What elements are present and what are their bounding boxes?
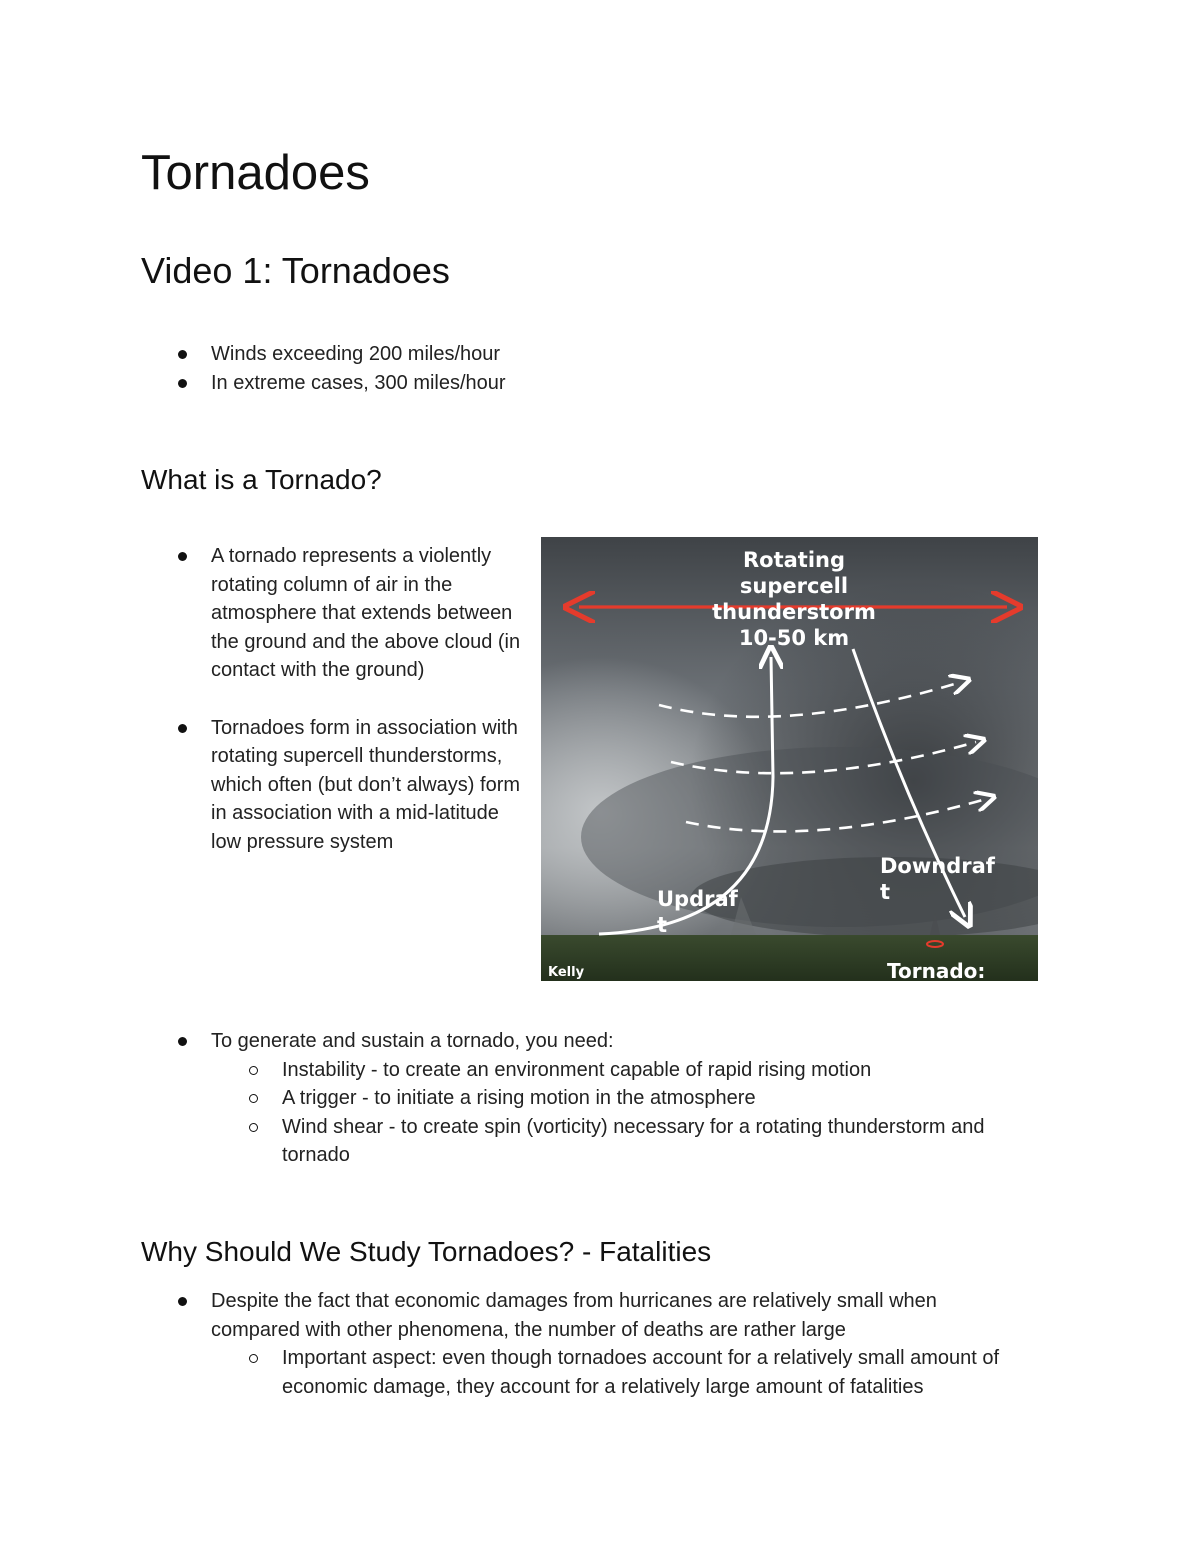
supercell-diagram xyxy=(541,537,1038,981)
list-item: Wind shear - to create spin (vorticity) necessary for a rotating thunderstorm and tornado xyxy=(141,1113,1051,1170)
image-credit: Kelly xyxy=(548,965,585,980)
video-bullet-list xyxy=(141,340,1041,397)
what-bullet-list xyxy=(141,542,531,857)
updraft-label: Updraf xyxy=(657,887,738,911)
video-heading: Video 1: Tornadoes xyxy=(141,250,450,291)
list-item: A tornado represents a violently rotating column of air in the atmosphere that extends between the ground and the above cloud (in contact with the ground) xyxy=(141,542,531,685)
list-item: A trigger - to initiate a rising motion in the atmosphere xyxy=(141,1084,1051,1113)
why-list xyxy=(141,1287,1011,1344)
list-item: In extreme cases, 300 miles/hour xyxy=(141,369,1041,398)
downdraft-label: t xyxy=(880,880,891,904)
list-item: Tornadoes form in association with rotating supercell thunderstorms, which often (but don’t always) form in association with a mid-latitude low pressure system xyxy=(141,714,531,857)
what-heading: What is a Tornado? xyxy=(141,464,382,495)
list-item: Important aspect: even though tornadoes account for a relatively small amount of economic damage, they account for a relatively large amount of fatalities xyxy=(141,1344,1061,1401)
storm-label-line: supercell xyxy=(739,574,849,598)
list-item: To generate and sustain a tornado, you need: xyxy=(141,1027,1061,1056)
storm-label-line: thunderstorm xyxy=(712,600,876,624)
supercell-diagram-figure xyxy=(541,537,1038,981)
storm-label-line: Rotating xyxy=(742,548,846,572)
page-title: Tornadoes xyxy=(141,146,370,200)
why-heading: Why Should We Study Tornadoes? - Fatalities xyxy=(141,1236,712,1267)
storm-label-line: 10-50 km xyxy=(738,626,850,650)
list-item: Instability - to create an environment capable of rapid rising motion xyxy=(141,1056,1051,1085)
list-item: Winds exceeding 200 miles/hour xyxy=(141,340,1041,369)
generate-list xyxy=(141,1027,1061,1056)
downdraft-label: Downdraf xyxy=(880,854,995,878)
list-item: Despite the fact that economic damages from hurricanes are relatively small when compared with other phenomena, the number of deaths are rather large xyxy=(141,1287,1011,1344)
updraft-label: t xyxy=(657,913,668,937)
tornado-label: Tornado: xyxy=(887,959,986,981)
generate-sub-list xyxy=(141,1056,1051,1170)
why-sub-list xyxy=(141,1344,1061,1401)
